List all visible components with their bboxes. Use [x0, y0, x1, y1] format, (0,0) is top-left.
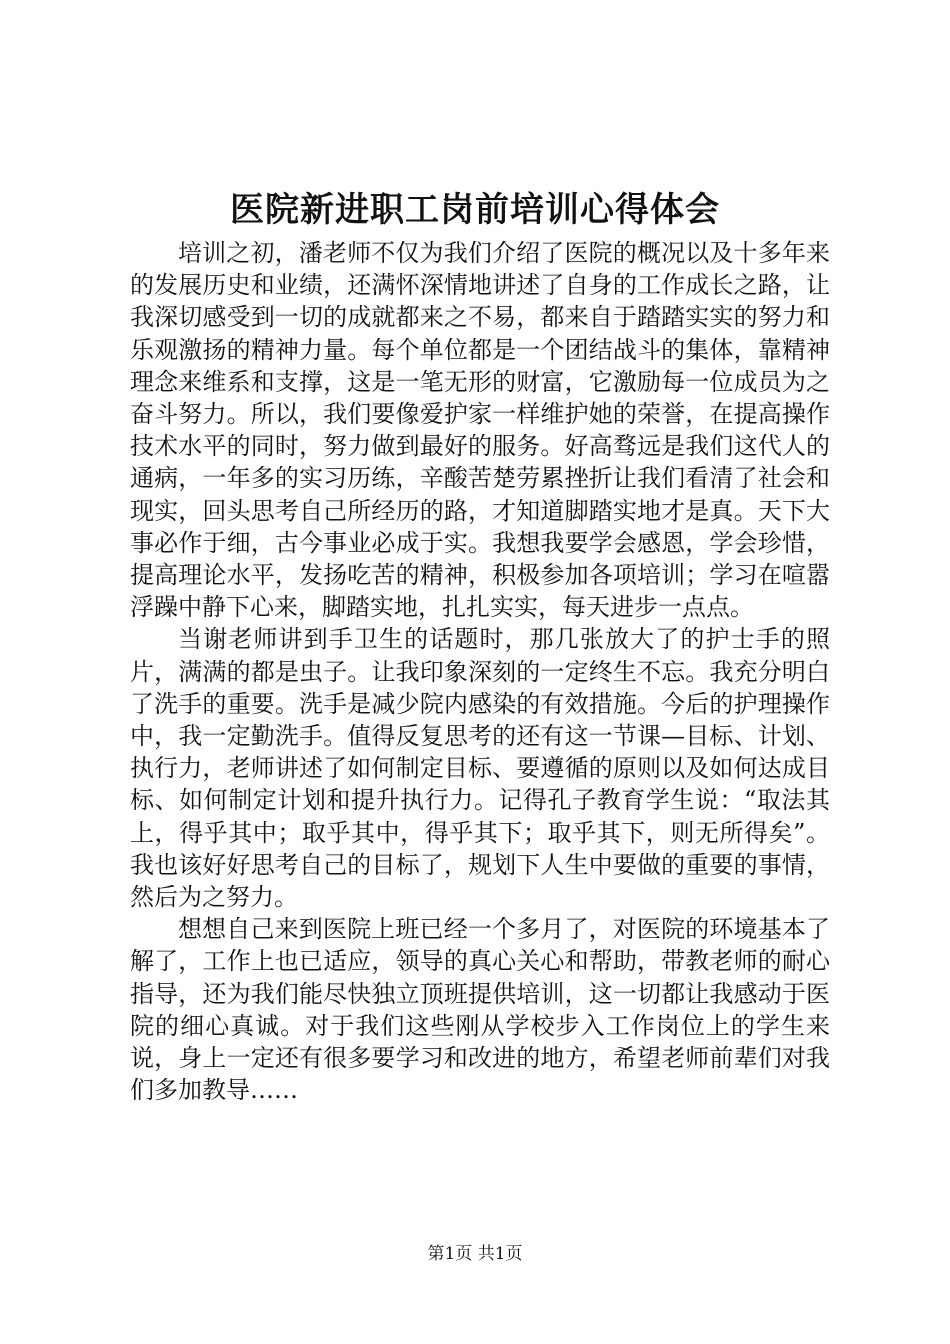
page-footer: 第1页 共1页	[427, 1244, 523, 1264]
paragraph-1: 培训之初，潘老师不仅为我们介绍了医院的概况以及十多年来的发展历史和业绩，还满怀深情地讲述了自身的工作成长之路，让我深切感受到一切的成就都来之不易，都来自于踏踏实实的努力和乐观激扬的精神力量。每个单位都是一个团结战斗的集体，靠精神理念来维系和支撑，这是一笔无形的财富，它激励每一位成员为之奋斗努力。所以，我们要像爱护家一样维护她的荣誉，在提高操作技术水平的同时，努力做到最好的服务。好高骛远是我们这代人的通病，一年多的实习历练，辛酸苦楚劳累挫折让我们看清了社会和现实，回头思考自己所经历的路，才知道脚踏实地才是真。天下大事必作于细，古今事业必成于实。我想我要学会感恩，学会珍惜，提高理论水平，发扬吃苦的精神，积极参加各项培训；学习在喧嚣浮躁中静下心来，脚踏实地，扎扎实实，每天进步一点点。	[130, 239, 830, 622]
document-body	[130, 237, 830, 1106]
paragraph-3: 想想自己来到医院上班已经一个多月了，对医院的环境基本了解了，工作上也已适应，领导的真心关心和帮助，带教老师的耐心指导，还为我们能尽快独立顶班提供培训，这一切都让我感动于医院的细心真诚。对于我们这些刚从学校步入工作岗位上的学生来说，身上一定还有很多要学习和改进的地方，希望老师前辈们对我们多加教导……	[130, 915, 830, 1105]
document-title: 医院新进职工岗前培训心得体会	[230, 190, 720, 230]
paragraph-2: 当谢老师讲到手卫生的话题时，那几张放大了的护士手的照片，满满的都是虫子。让我印象深刻的一定终生不忘。我充分明白了洗手的重要。洗手是减少院内感染的有效措施。今后的护理操作中，我一定勤洗手。值得反复思考的还有这一节课—目标、计划、执行力，老师讲述了如何制定目标、要遵循的原则以及如何达成目标、如何制定计划和提升执行力。记得孔子教育学生说：“取法其上，得乎其中；取乎其中，得乎其下；取乎其下，则无所得矣”。我也该好好思考自己的目标了，规划下人生中要做的重要的事情，然后为之努力。	[130, 625, 830, 912]
